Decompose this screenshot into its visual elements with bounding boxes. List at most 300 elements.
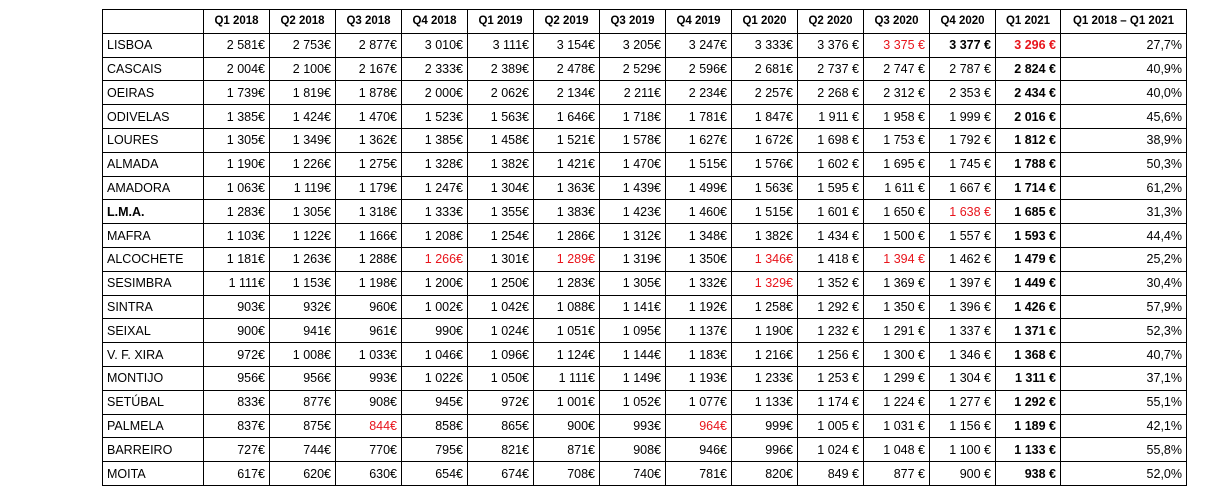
price-cell: 1 515€ <box>732 200 798 224</box>
price-cell: 1 288€ <box>336 247 402 271</box>
price-cell: 1 100 € <box>930 438 996 462</box>
municipality-name: SESIMBRA <box>103 271 204 295</box>
price-cell: 1 008€ <box>270 343 336 367</box>
price-cell: 1 022€ <box>402 366 468 390</box>
price-cell: 964€ <box>666 414 732 438</box>
price-cell: 1 602 € <box>798 152 864 176</box>
municipality-name: V. F. XIRA <box>103 343 204 367</box>
price-cell: 1 812 € <box>996 128 1061 152</box>
price-cell: 1 369 € <box>864 271 930 295</box>
price-cell: 1 122€ <box>270 224 336 248</box>
price-cell: 1 695 € <box>864 152 930 176</box>
price-cell: 2 268 € <box>798 81 864 105</box>
price-cell: 1 672€ <box>732 128 798 152</box>
price-cell: 932€ <box>270 295 336 319</box>
price-cell: 972€ <box>468 390 534 414</box>
price-cell: 941€ <box>270 319 336 343</box>
table-row <box>103 343 1187 367</box>
price-cell: 1 714 € <box>996 176 1061 200</box>
table-row <box>103 152 1187 176</box>
column-header: Q3 2020 <box>864 10 930 34</box>
price-cell: 1 096€ <box>468 343 534 367</box>
price-cell: 1 133 € <box>996 438 1061 462</box>
price-cell: 1 362€ <box>336 128 402 152</box>
price-cell: 1 319€ <box>600 247 666 271</box>
price-cell: 1 515€ <box>666 152 732 176</box>
price-cell: 1 305€ <box>600 271 666 295</box>
price-cell: 770€ <box>336 438 402 462</box>
column-header: Q4 2020 <box>930 10 996 34</box>
price-cell: 996€ <box>732 438 798 462</box>
price-cell: 1 052€ <box>600 390 666 414</box>
price-cell: 1 002€ <box>402 295 468 319</box>
price-cell: 820€ <box>732 462 798 486</box>
price-cell: 1 156 € <box>930 414 996 438</box>
price-cell: 1 258€ <box>732 295 798 319</box>
change-cell: 31,3% <box>1061 200 1187 224</box>
price-cell: 1 601 € <box>798 200 864 224</box>
change-cell: 37,1% <box>1061 366 1187 390</box>
change-cell: 52,3% <box>1061 319 1187 343</box>
municipality-name: ODIVELAS <box>103 105 204 129</box>
price-cell: 1 371 € <box>996 319 1061 343</box>
price-cell: 1 033€ <box>336 343 402 367</box>
price-cell: 2 333€ <box>402 57 468 81</box>
price-cell: 1 119€ <box>270 176 336 200</box>
price-cell: 1 458€ <box>468 128 534 152</box>
price-cell: 1 005 € <box>798 414 864 438</box>
price-cell: 740€ <box>600 462 666 486</box>
price-cell: 1 312€ <box>600 224 666 248</box>
price-cell: 1 149€ <box>600 366 666 390</box>
price-cell: 1 396 € <box>930 295 996 319</box>
price-cell: 972€ <box>204 343 270 367</box>
price-cell: 1 263€ <box>270 247 336 271</box>
price-cell: 1 958 € <box>864 105 930 129</box>
price-cell: 1 449 € <box>996 271 1061 295</box>
price-cell: 908€ <box>600 438 666 462</box>
price-cell: 1 042€ <box>468 295 534 319</box>
price-cell: 1 232 € <box>798 319 864 343</box>
column-header: Q3 2018 <box>336 10 402 34</box>
price-cell: 2 211€ <box>600 81 666 105</box>
price-cell: 1 329€ <box>732 271 798 295</box>
price-cell: 1 523€ <box>402 105 468 129</box>
price-cell: 3 376 € <box>798 33 864 57</box>
price-cell: 654€ <box>402 462 468 486</box>
price-cell: 1 226€ <box>270 152 336 176</box>
price-cell: 1 878€ <box>336 81 402 105</box>
price-cell: 795€ <box>402 438 468 462</box>
price-cell: 3 333€ <box>732 33 798 57</box>
price-cell: 3 205€ <box>600 33 666 57</box>
price-cell: 1 192€ <box>666 295 732 319</box>
municipality-name: OEIRAS <box>103 81 204 105</box>
price-cell: 1 051€ <box>534 319 600 343</box>
price-cell: 1 095€ <box>600 319 666 343</box>
price-cell: 1 111€ <box>534 366 600 390</box>
price-cell: 2 824 € <box>996 57 1061 81</box>
price-cell: 2 787 € <box>930 57 996 81</box>
table-row <box>103 105 1187 129</box>
price-cell: 3 375 € <box>864 33 930 57</box>
price-cell: 1 088€ <box>534 295 600 319</box>
price-cell: 1 382€ <box>468 152 534 176</box>
header-row <box>103 10 1187 34</box>
price-cell: 1 385€ <box>204 105 270 129</box>
price-cell: 1 470€ <box>336 105 402 129</box>
price-cell: 1 394 € <box>864 247 930 271</box>
price-cell: 960€ <box>336 295 402 319</box>
price-cell: 1 190€ <box>204 152 270 176</box>
municipality-name: SINTRA <box>103 295 204 319</box>
price-cell: 1 301€ <box>468 247 534 271</box>
price-cell: 1 137€ <box>666 319 732 343</box>
price-cell: 1 792 € <box>930 128 996 152</box>
price-cell: 1 434 € <box>798 224 864 248</box>
change-cell: 45,6% <box>1061 105 1187 129</box>
price-cell: 2 389€ <box>468 57 534 81</box>
table-row <box>103 176 1187 200</box>
price-cell: 2 877€ <box>336 33 402 57</box>
change-cell: 55,1% <box>1061 390 1187 414</box>
table-row <box>103 390 1187 414</box>
price-cell: 1 046€ <box>402 343 468 367</box>
table-row <box>103 319 1187 343</box>
price-cell: 1 277 € <box>930 390 996 414</box>
price-cell: 2 353 € <box>930 81 996 105</box>
price-cell: 1 382€ <box>732 224 798 248</box>
price-cell: 1 048 € <box>864 438 930 462</box>
price-cell: 1 426 € <box>996 295 1061 319</box>
price-cell: 1 266€ <box>402 247 468 271</box>
change-cell: 38,9% <box>1061 128 1187 152</box>
column-header: Q4 2018 <box>402 10 468 34</box>
price-cell: 1 638 € <box>930 200 996 224</box>
price-cell: 1 254€ <box>468 224 534 248</box>
price-cell: 1 499€ <box>666 176 732 200</box>
price-cell: 1 001€ <box>534 390 600 414</box>
price-cell: 630€ <box>336 462 402 486</box>
price-cell: 1 578€ <box>600 128 666 152</box>
price-cell: 877€ <box>270 390 336 414</box>
price-cell: 837€ <box>204 414 270 438</box>
price-cell: 2 581€ <box>204 33 270 57</box>
change-cell: 42,1% <box>1061 414 1187 438</box>
price-cell: 1 479 € <box>996 247 1061 271</box>
price-cell: 1 563€ <box>732 176 798 200</box>
column-header: Q1 2021 <box>996 10 1061 34</box>
table-row <box>103 81 1187 105</box>
price-cell: 1 745 € <box>930 152 996 176</box>
price-cell: 1 124€ <box>534 343 600 367</box>
price-cell: 1 718€ <box>600 105 666 129</box>
price-cell: 993€ <box>336 366 402 390</box>
price-cell: 999€ <box>732 414 798 438</box>
table-row <box>103 200 1187 224</box>
change-cell: 44,4% <box>1061 224 1187 248</box>
price-cell: 858€ <box>402 414 468 438</box>
municipality-name: ALCOCHETE <box>103 247 204 271</box>
price-cell: 2 753€ <box>270 33 336 57</box>
table-row <box>103 128 1187 152</box>
price-cell: 2 529€ <box>600 57 666 81</box>
price-cell: 1 208€ <box>402 224 468 248</box>
price-cell: 908€ <box>336 390 402 414</box>
price-cell: 2 234€ <box>666 81 732 105</box>
price-cell: 865€ <box>468 414 534 438</box>
price-cell: 1 328€ <box>402 152 468 176</box>
column-header: Q1 2018 – Q1 2021 <box>1061 10 1187 34</box>
table-row <box>103 295 1187 319</box>
table-row <box>103 224 1187 248</box>
price-cell: 1 250€ <box>468 271 534 295</box>
municipality-name: BARREIRO <box>103 438 204 462</box>
price-cell: 1 911 € <box>798 105 864 129</box>
price-cell: 1 292 € <box>798 295 864 319</box>
price-cell: 1 311 € <box>996 366 1061 390</box>
column-header: Q1 2020 <box>732 10 798 34</box>
column-header: Q1 2019 <box>468 10 534 34</box>
price-cell: 2 478€ <box>534 57 600 81</box>
price-cell: 1 181€ <box>204 247 270 271</box>
municipality-name: LOURES <box>103 128 204 152</box>
price-cell: 946€ <box>666 438 732 462</box>
price-cell: 1 256 € <box>798 343 864 367</box>
price-cell: 1 788 € <box>996 152 1061 176</box>
price-cell: 1 593 € <box>996 224 1061 248</box>
price-cell: 1 350 € <box>864 295 930 319</box>
column-header: Q4 2019 <box>666 10 732 34</box>
price-cell: 1 216€ <box>732 343 798 367</box>
price-cell: 961€ <box>336 319 402 343</box>
price-cell: 1 368 € <box>996 343 1061 367</box>
price-cell: 1 275€ <box>336 152 402 176</box>
column-header: Q3 2019 <box>600 10 666 34</box>
table-row <box>103 33 1187 57</box>
municipality-name: SETÚBAL <box>103 390 204 414</box>
price-cell: 1 698 € <box>798 128 864 152</box>
price-cell: 871€ <box>534 438 600 462</box>
price-cell: 2 062€ <box>468 81 534 105</box>
price-cell: 1 595 € <box>798 176 864 200</box>
municipality-name: MAFRA <box>103 224 204 248</box>
price-cell: 674€ <box>468 462 534 486</box>
price-cell: 2 681€ <box>732 57 798 81</box>
price-cell: 1 141€ <box>600 295 666 319</box>
price-cell: 1 024€ <box>468 319 534 343</box>
column-header: Q2 2018 <box>270 10 336 34</box>
price-cell: 1 460€ <box>666 200 732 224</box>
price-cell: 2 737 € <box>798 57 864 81</box>
price-cell: 849 € <box>798 462 864 486</box>
price-cell: 1 133€ <box>732 390 798 414</box>
price-cell: 1 385€ <box>402 128 468 152</box>
municipality-name: MOITA <box>103 462 204 486</box>
table-row <box>103 247 1187 271</box>
change-cell: 25,2% <box>1061 247 1187 271</box>
change-cell: 57,9% <box>1061 295 1187 319</box>
change-cell: 40,9% <box>1061 57 1187 81</box>
price-cell: 1 611 € <box>864 176 930 200</box>
change-cell: 55,8% <box>1061 438 1187 462</box>
column-header: Q2 2019 <box>534 10 600 34</box>
price-cell: 3 247€ <box>666 33 732 57</box>
price-cell: 1 305€ <box>204 128 270 152</box>
price-cell: 1 739€ <box>204 81 270 105</box>
price-cell: 1 337 € <box>930 319 996 343</box>
price-cell: 990€ <box>402 319 468 343</box>
price-cell: 1 667 € <box>930 176 996 200</box>
price-cell: 781€ <box>666 462 732 486</box>
table-row <box>103 438 1187 462</box>
table-row <box>103 366 1187 390</box>
column-header: Q1 2018 <box>204 10 270 34</box>
price-cell: 2 016 € <box>996 105 1061 129</box>
price-cell: 903€ <box>204 295 270 319</box>
price-cell: 1 233€ <box>732 366 798 390</box>
price-cell: 1 292 € <box>996 390 1061 414</box>
price-cell: 833€ <box>204 390 270 414</box>
price-cell: 1 576€ <box>732 152 798 176</box>
price-cell: 1 819€ <box>270 81 336 105</box>
price-cell: 1 346€ <box>732 247 798 271</box>
price-cell: 708€ <box>534 462 600 486</box>
price-cell: 3 154€ <box>534 33 600 57</box>
municipality-name: LISBOA <box>103 33 204 57</box>
price-cell: 1 179€ <box>336 176 402 200</box>
price-cell: 1 421€ <box>534 152 600 176</box>
price-cell: 1 423€ <box>600 200 666 224</box>
price-cell: 956€ <box>270 366 336 390</box>
price-cell: 617€ <box>204 462 270 486</box>
price-cell: 1 190€ <box>732 319 798 343</box>
price-cell: 1 253 € <box>798 366 864 390</box>
price-cell: 1 286€ <box>534 224 600 248</box>
table-row <box>103 57 1187 81</box>
price-cell: 2 100€ <box>270 57 336 81</box>
municipality-name: MONTIJO <box>103 366 204 390</box>
price-cell: 1 224 € <box>864 390 930 414</box>
price-cell: 1 247€ <box>402 176 468 200</box>
price-cell: 1 349€ <box>270 128 336 152</box>
municipality-name: L.M.A. <box>103 200 204 224</box>
price-cell: 1 111€ <box>204 271 270 295</box>
price-cell: 1 383€ <box>534 200 600 224</box>
price-cell: 1 283€ <box>534 271 600 295</box>
price-cell: 1 063€ <box>204 176 270 200</box>
price-cell: 1 500 € <box>864 224 930 248</box>
municipality-name: ALMADA <box>103 152 204 176</box>
price-cell: 1 847€ <box>732 105 798 129</box>
change-cell: 40,7% <box>1061 343 1187 367</box>
municipality-name: CASCAIS <box>103 57 204 81</box>
price-table <box>102 9 1187 486</box>
price-cell: 1 174 € <box>798 390 864 414</box>
price-cell: 1 304€ <box>468 176 534 200</box>
price-cell: 1 031 € <box>864 414 930 438</box>
price-cell: 2 747 € <box>864 57 930 81</box>
price-cell: 3 296 € <box>996 33 1061 57</box>
price-cell: 3 111€ <box>468 33 534 57</box>
price-cell: 900€ <box>534 414 600 438</box>
price-cell: 1 283€ <box>204 200 270 224</box>
price-cell: 1 077€ <box>666 390 732 414</box>
price-cell: 1 333€ <box>402 200 468 224</box>
price-cell: 1 144€ <box>600 343 666 367</box>
price-cell: 1 183€ <box>666 343 732 367</box>
price-cell: 1 650 € <box>864 200 930 224</box>
price-cell: 900€ <box>204 319 270 343</box>
price-cell: 2 134€ <box>534 81 600 105</box>
municipality-name: PALMELA <box>103 414 204 438</box>
price-cell: 1 299 € <box>864 366 930 390</box>
price-cell: 1 305€ <box>270 200 336 224</box>
price-cell: 938 € <box>996 462 1061 486</box>
price-cell: 1 289€ <box>534 247 600 271</box>
price-cell: 1 166€ <box>336 224 402 248</box>
price-cell: 3 010€ <box>402 33 468 57</box>
price-cell: 1 397 € <box>930 271 996 295</box>
price-cell: 821€ <box>468 438 534 462</box>
price-cell: 1 781€ <box>666 105 732 129</box>
price-cell: 1 332€ <box>666 271 732 295</box>
municipality-name: AMADORA <box>103 176 204 200</box>
price-cell: 875€ <box>270 414 336 438</box>
change-cell: 27,7% <box>1061 33 1187 57</box>
price-cell: 1 318€ <box>336 200 402 224</box>
price-cell: 2 434 € <box>996 81 1061 105</box>
price-cell: 1 348€ <box>666 224 732 248</box>
price-cell: 1 627€ <box>666 128 732 152</box>
price-cell: 1 024 € <box>798 438 864 462</box>
price-cell: 1 189 € <box>996 414 1061 438</box>
price-cell: 1 418 € <box>798 247 864 271</box>
change-cell: 61,2% <box>1061 176 1187 200</box>
price-cell: 1 352 € <box>798 271 864 295</box>
price-cell: 1 200€ <box>402 271 468 295</box>
price-cell: 620€ <box>270 462 336 486</box>
table-row <box>103 462 1187 486</box>
change-cell: 40,0% <box>1061 81 1187 105</box>
price-cell: 1 521€ <box>534 128 600 152</box>
price-cell: 1 424€ <box>270 105 336 129</box>
price-cell: 1 300 € <box>864 343 930 367</box>
price-cell: 1 685 € <box>996 200 1061 224</box>
price-cell: 2 257€ <box>732 81 798 105</box>
price-cell: 744€ <box>270 438 336 462</box>
price-cell: 1 363€ <box>534 176 600 200</box>
price-cell: 1 193€ <box>666 366 732 390</box>
price-cell: 1 646€ <box>534 105 600 129</box>
price-cell: 1 999 € <box>930 105 996 129</box>
price-cell: 1 439€ <box>600 176 666 200</box>
price-cell: 1 557 € <box>930 224 996 248</box>
price-cell: 1 103€ <box>204 224 270 248</box>
table-row <box>103 414 1187 438</box>
price-cell: 945€ <box>402 390 468 414</box>
change-cell: 50,3% <box>1061 152 1187 176</box>
price-cell: 1 050€ <box>468 366 534 390</box>
header-corner <box>103 10 204 34</box>
municipality-name: SEIXAL <box>103 319 204 343</box>
column-header: Q2 2020 <box>798 10 864 34</box>
price-cell: 1 304 € <box>930 366 996 390</box>
price-cell: 1 470€ <box>600 152 666 176</box>
price-cell: 1 350€ <box>666 247 732 271</box>
price-cell: 844€ <box>336 414 402 438</box>
price-cell: 1 355€ <box>468 200 534 224</box>
